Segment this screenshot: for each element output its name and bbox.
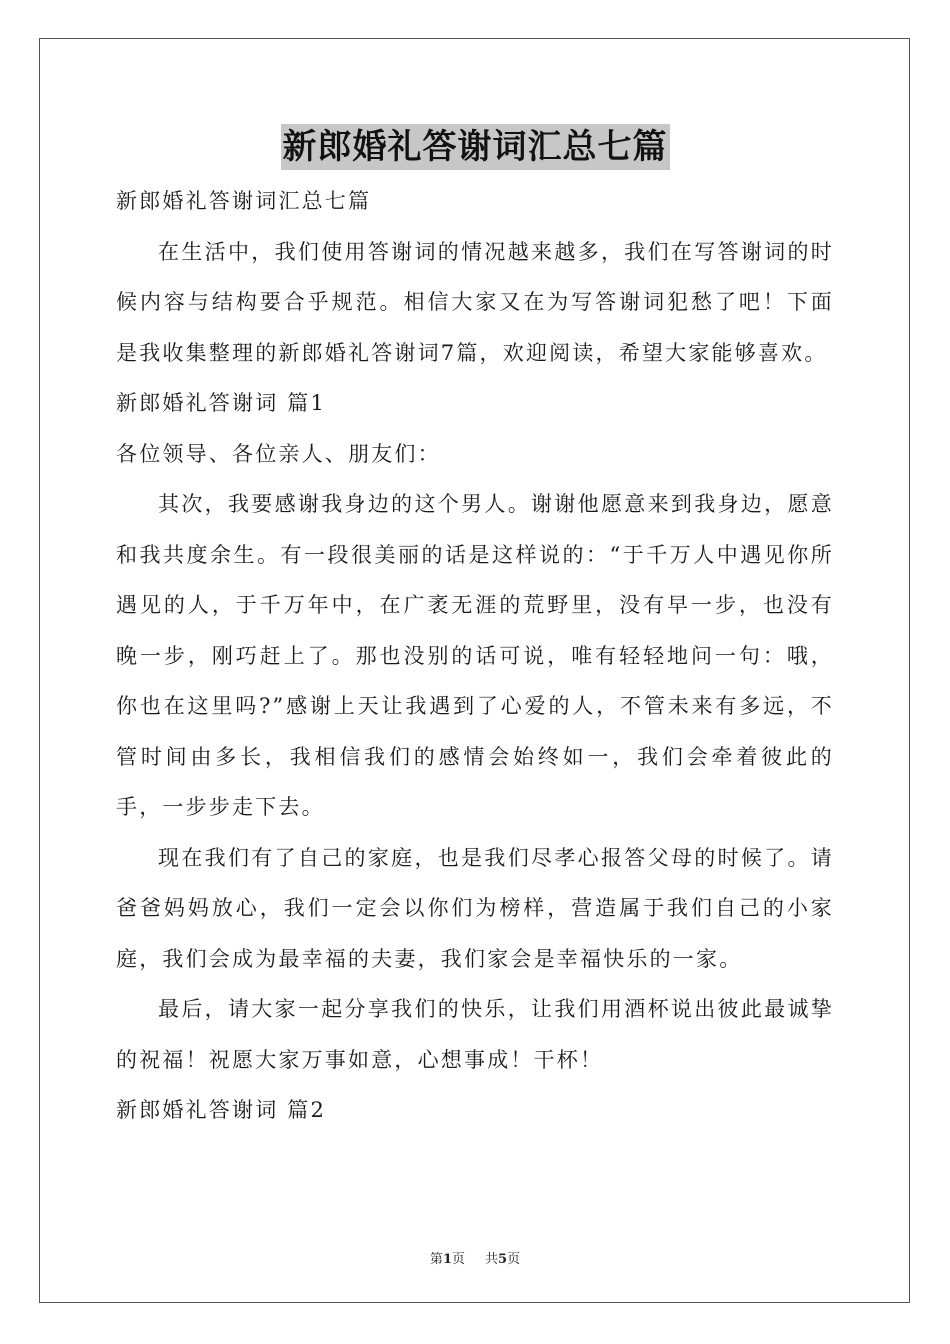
page-number-label: 第1页 [429,1252,465,1267]
page-footer [0,1248,950,1267]
paragraph: 现在我们有了自己的家庭，也是我们尽孝心报答父母的时候了。请爸爸妈妈放心，我们一定会以你们为榜样，营造属于我们自己的小家庭，我们会成为最幸福的夫妻，我们家会是幸福快乐的一家。 [116,845,834,971]
section-heading: 新郎婚礼答谢词 篇2 [116,1098,327,1122]
paragraph: 在生活中，我们使用答谢词的情况越来越多，我们在写答谢词的时候内容与结构要合乎规范。相信大家又在为写答谢词犯愁了吧！下面是我收集整理的新郎婚礼答谢词7篇，欢迎阅读，希望大家能够喜欢。 [116,239,834,365]
paragraph: 最后，请大家一起分享我们的快乐，让我们用酒杯说出彼此最诚挚的祝福！祝愿大家万事如意，心想事成！干杯！ [116,997,834,1072]
salutation: 各位领导、各位亲人、朋友们： [116,441,441,466]
section-heading: 新郎婚礼答谢词 篇1 [116,391,327,415]
title-container [0,124,950,170]
document-subtitle: 新郎婚礼答谢词汇总七篇 [116,189,372,213]
paragraph: 其次，我要感谢我身边的这个男人。谢谢他愿意来到我身边，愿意和我共度余生。有一段很美丽的话是这样说的：“于千万人中遇见你所遇见的人，于千万年中，在广袤无涯的荒野里，没有早一步，也没有晚一步，刚巧赶上了。那也没别的话可说，唯有轻轻地问一句：哦，你也在这里吗?”感谢上天让我遇到了心爱的人，不管未来有多远，不管时间由多长，我相信我们的感情会始终如一，我们会牵着彼此的手，一步步走下去。 [116,492,834,819]
page-number: 1 [442,1252,452,1267]
total-pages-label: 共5页 [485,1252,521,1267]
total-pages: 5 [498,1252,508,1267]
document-body [116,176,834,1136]
document-title: 新郎婚礼答谢词汇总七篇 [281,124,670,170]
